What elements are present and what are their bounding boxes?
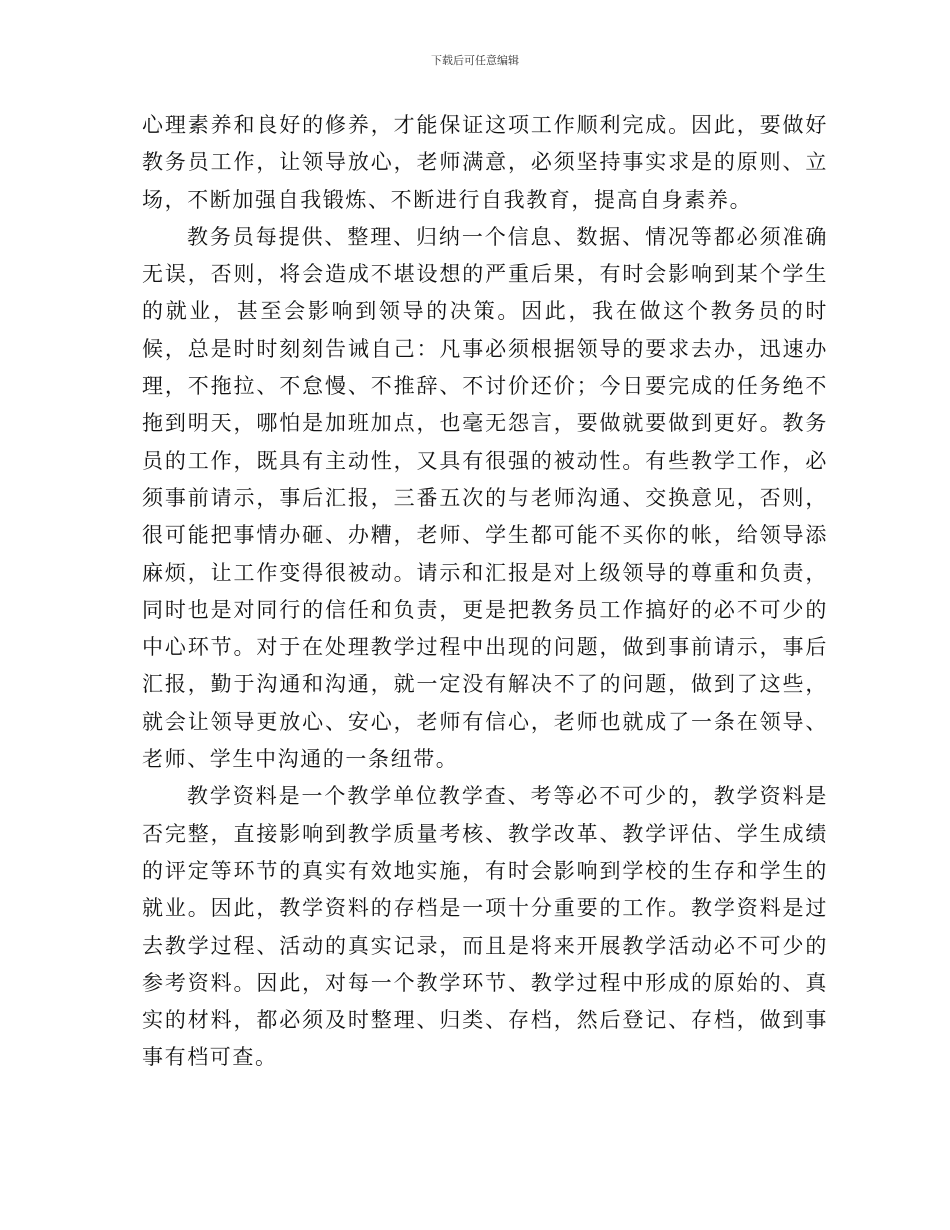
paragraph-3: 教学资料是一个教学单位教学查、考等必不可少的，教学资料是否完整，直接影响到教学质量考核、教学改革、教学评估、学生成绩的评定等环节的真实有效地实施，有时会影响到学校的生存和学生的就业。因此，教学资料的存档是一项十分重要的工作。教学资料是过去教学过程、活动的真实记录，而且是将来开展教学活动必不可少的参考资料。因此，对每一个教学环节、教学过程中形成的原始的、真实的材料，都必须及时整理、归类、存档，然后登记、存档，做到事事有档可查。 xyxy=(142,784,828,1070)
paragraph-2: 教务员每提供、整理、归纳一个信息、数据、情况等都必须准确无误，否则，将会造成不堪设想的严重后果，有时会影响到某个学生的就业，甚至会影响到领导的决策。因此，我在做这个教务员的时候，总是时时刻刻告诫自己：凡事必须根据领导的要求去办，迅速办理，不拖拉、不怠慢、不推辞、不讨价还价；今日要完成的任务绝不拖到明天，哪怕是加班加点，也毫无怨言，要做就要做到更好。教务员的工作，既具有主动性，又具有很强的被动性。有些教学工作，必须事前请示，事后汇报，三番五次的与老师沟通、交换意见，否则，很可能把事情办砸、办糟，老师、学生都可能不买你的帐，给领导添麻烦，让工作变得很被动。请示和汇报是对上级领导的尊重和负责，同时也是对同行的信任和负责，更是把教务员工作搞好的必不可少的中心环节。对于在处理教学过程中出现的问题，做到事前请示，事后汇报，勤于沟通和沟通，就一定没有解决不了的问题，做到了这些，就会让领导更放心、安心，老师有信心，老师也就成了一条在领导、老师、学生中沟通的一条纽带。 xyxy=(142,224,828,772)
page-header: 下载后可任意编辑 xyxy=(431,54,519,67)
paragraph-1: 心理素养和良好的修养，才能保证这项工作顺利完成。因此，要做好教务员工作，让领导放心，老师满意，必须坚持事实求是的原则、立场，不断加强自我锻炼、不断进行自我教育，提高自身素养。 xyxy=(142,113,828,212)
document-body xyxy=(142,107,828,1077)
